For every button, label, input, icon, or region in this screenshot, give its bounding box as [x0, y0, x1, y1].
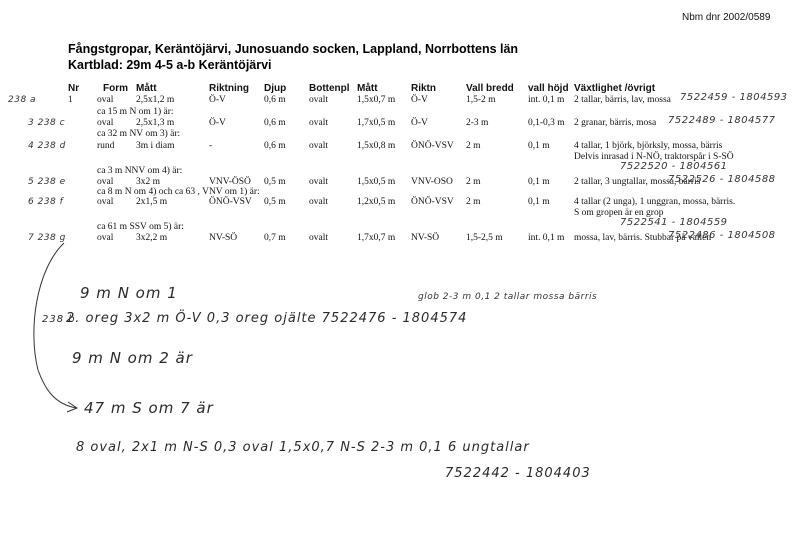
cell-matt: 2,5x1,2 m [136, 95, 175, 105]
cell-vall-bredd: 1,5-2,5 m [466, 233, 503, 243]
header-bottenpl: Bottenpl [309, 83, 350, 94]
cell-djup: 0,5 m [264, 177, 286, 187]
cell-riktn: NV-SÖ [411, 233, 440, 243]
header-matt: Mått [136, 83, 157, 94]
cell-matt2: 1,7x0,5 m [357, 118, 396, 128]
cell-form: oval [97, 233, 114, 243]
handwritten-side-label: 6 238 f [28, 197, 64, 207]
cell-matt2: 1,5x0,7 m [357, 95, 396, 105]
cell-vaxt: 2 tallar, 3 ungtallar, mossa, bärris [574, 177, 701, 187]
cell-riktn: Ö-V [411, 95, 428, 105]
cell-matt2: 1,5x0,5 m [357, 177, 396, 187]
handwritten-side-label: 238 b [42, 314, 76, 325]
note-row-5: ca 61 m SSV om 5) är: [97, 222, 184, 232]
cell-matt2: 1,5x0,8 m [357, 141, 396, 151]
header-djup: Djup [264, 83, 287, 94]
cell-djup: 0,5 m [264, 197, 286, 207]
cell-bottenpl: ovalt [309, 141, 328, 151]
cell-djup: 0,6 m [264, 118, 286, 128]
cell-djup: 0,6 m [264, 141, 286, 151]
cell-vaxt: 4 tallar (2 unga), 1 unggran, mossa, bärris. [574, 197, 736, 207]
cell-bottenpl: ovalt [309, 95, 328, 105]
cell-nr: 1 [68, 95, 73, 105]
cell-vall-bredd: 2 m [466, 177, 481, 187]
header-vall-hojd: vall höjd [528, 83, 569, 94]
cell-riktning: VNV-ÖSÖ [209, 177, 251, 187]
handwritten-line-3: 9 m N om 2 är [72, 349, 193, 367]
cell-riktn: VNV-OSO [411, 177, 453, 187]
header-nr: Nr [68, 83, 80, 94]
cell-bottenpl: ovalt [309, 177, 328, 187]
cell-vall-bredd: 2-3 m [466, 118, 489, 128]
cell-matt: 3x2,2 m [136, 233, 168, 243]
cell-vaxt-extra: S om gropen är en grop [574, 208, 664, 218]
cell-form: oval [97, 197, 114, 207]
cell-form: rund [97, 141, 115, 151]
cell-riktning: Ö-V [209, 95, 226, 105]
cell-vall-hojd: 0,1 m [528, 141, 550, 151]
cell-bottenpl: ovalt [309, 197, 328, 207]
handwritten-line-5: 8 oval, 2x1 m N-S 0,3 oval 1,5x0,7 N-S 2-3 m 0,1 6 ungtallar [76, 440, 530, 455]
cell-vaxt: mossa, lav, bärris. Stubbar på vallen [574, 233, 712, 243]
note-row-4: ca 8 m N om 4) och ca 63 , VNV om 1) är: [97, 187, 260, 197]
cell-riktn: ÖNÖ-VSV [411, 197, 454, 207]
handwritten-line-1: 9 m N om 1 [80, 284, 178, 302]
cell-vaxt: 4 tallar, 1 björk, björksly, mossa, bärris [574, 141, 723, 151]
cell-riktn: Ö-V [411, 118, 428, 128]
cell-matt: 2,5x1,3 m [136, 118, 175, 128]
header-riktn: Riktn [411, 83, 436, 94]
page-subtitle: Kartblad: 29m 4-5 a-b Keräntöjärvi [68, 58, 272, 72]
handwritten-line-4: 47 m S om 7 är [84, 399, 214, 417]
cell-form: oval [97, 118, 114, 128]
handwritten-line-5-coord: 7522442 - 1804403 [445, 466, 591, 481]
handwritten-coordinate: 7522520 - 1804561 [620, 161, 728, 172]
handwritten-side-label: 238 a [8, 95, 37, 105]
cell-vaxt: 2 tallar, bärris, lav, mossa [574, 95, 671, 105]
note-row-2: ca 32 m NV om 3) är: [97, 129, 181, 139]
cell-matt: 2x1,5 m [136, 197, 168, 207]
cell-vall-hojd: int. 0,1 m [528, 95, 565, 105]
cell-matt: 3x2 m [136, 177, 161, 187]
cell-djup: 0,7 m [264, 233, 286, 243]
cell-vall-bredd: 2 m [466, 197, 481, 207]
cell-form: oval [97, 95, 114, 105]
cell-vaxt-extra: Delvis inrasad i N-NÖ, traktorspår i S-SÖ [574, 152, 734, 162]
cell-vall-hojd: 0,1 m [528, 177, 550, 187]
header-vall-bredd: Vall bredd [466, 83, 514, 94]
cell-matt2: 1,2x0,5 m [357, 197, 396, 207]
cell-riktning: - [209, 141, 213, 151]
cell-matt: 3m i diam [136, 141, 175, 151]
document-reference: Nbm dnr 2002/0589 [682, 12, 771, 23]
cell-vall-bredd: 1,5-2 m [466, 95, 496, 105]
page-title: Fångstgropar, Keräntöjärvi, Junosuando socken, Lappland, Norrbottens län [68, 42, 519, 56]
cell-riktn: ÖNÖ-VSV [411, 141, 454, 151]
handwritten-coordinate: 7522526 - 1804588 [668, 174, 776, 185]
cell-vall-hojd: 0,1-0,3 m [528, 118, 565, 128]
header-riktning: Riktning [209, 83, 249, 94]
cell-vall-hojd: int. 0,1 m [528, 233, 565, 243]
cell-riktning: Ö-V [209, 118, 226, 128]
cell-riktning: NV-SÖ [209, 233, 238, 243]
header-form: Form [103, 83, 128, 94]
cell-bottenpl: ovalt [309, 118, 328, 128]
handwritten-line-2-sup: glob 2-3 m 0,1 2 tallar mossa bärris [418, 292, 598, 302]
handwritten-coordinate: 7522489 - 1804577 [668, 115, 776, 126]
cell-bottenpl: ovalt [309, 233, 328, 243]
handwritten-coordinate: 7522486 - 1804508 [668, 230, 776, 241]
handwritten-side-label: 5 238 e [28, 177, 66, 187]
cell-djup: 0,6 m [264, 95, 286, 105]
cell-form: oval [97, 177, 114, 187]
handwritten-coordinate: 7522541 - 1804559 [620, 217, 728, 228]
handwritten-line-2: 2. oreg 3x2 m Ö-V 0,3 oreg ojälte 7522476 - 1804574 [66, 311, 468, 326]
header-vaxtlighet: Växtlighet /övrigt [574, 83, 656, 94]
note-row-3: ca 3 m NNV om 4) är: [97, 166, 183, 176]
cell-vaxt: 2 granar, bärris, mosa [574, 118, 657, 128]
cell-matt2: 1,7x0,7 m [357, 233, 396, 243]
handwritten-side-label: 3 238 c [28, 118, 66, 128]
cell-vall-hojd: 0,1 m [528, 197, 550, 207]
cell-vall-bredd: 2 m [466, 141, 481, 151]
handwritten-side-label: 4 238 d [28, 141, 66, 151]
header-matt2: Mått [357, 83, 378, 94]
handwritten-coordinate: 7522459 - 1804593 [680, 92, 788, 103]
handwritten-side-label: 7 238 g [28, 233, 66, 243]
cell-riktning: ÖNÖ-VSV [209, 197, 252, 207]
note-row-1: ca 15 m N om 1) är: [97, 107, 174, 117]
